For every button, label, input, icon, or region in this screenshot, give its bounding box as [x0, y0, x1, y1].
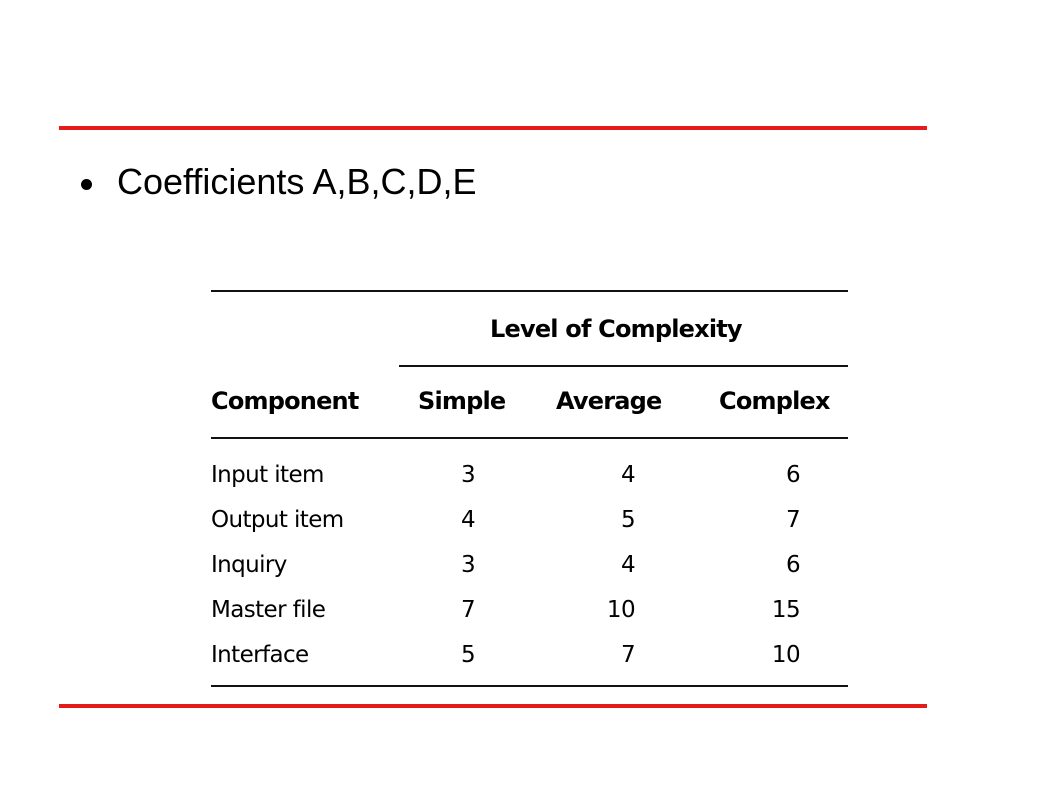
table-bottom-rule: [211, 685, 848, 687]
row-5-component: Interface: [211, 642, 309, 668]
group-header-level-of-complexity: Level of Complexity: [490, 315, 742, 343]
row-1-component: Input item: [211, 462, 324, 488]
row-4-simple: 7: [460, 597, 475, 623]
row-5-complex: 10: [771, 642, 800, 668]
row-2-component: Output item: [211, 507, 344, 533]
row-4-average: 10: [606, 597, 635, 623]
row-5-average: 7: [620, 642, 635, 668]
group-header-rule: [399, 365, 848, 367]
row-3-component: Inquiry: [211, 552, 287, 578]
row-3-simple: 3: [460, 552, 475, 578]
top-red-rule: [59, 126, 927, 130]
row-2-simple: 4: [460, 507, 475, 533]
row-4-complex: 15: [771, 597, 800, 623]
column-header-complex: Complex: [719, 387, 830, 415]
row-2-average: 5: [620, 507, 635, 533]
row-1-simple: 3: [460, 462, 475, 488]
row-4-component: Master file: [211, 597, 326, 623]
bullet-dot-icon: [81, 179, 92, 190]
bullet-item: [81, 160, 477, 204]
bottom-red-rule: [59, 704, 927, 708]
column-header-component: Component: [211, 387, 359, 415]
table-top-rule: [211, 290, 848, 292]
row-5-simple: 5: [460, 642, 475, 668]
row-3-average: 4: [620, 552, 635, 578]
row-1-average: 4: [620, 462, 635, 488]
row-1-complex: 6: [785, 462, 800, 488]
complexity-table: [211, 290, 848, 688]
row-2-complex: 7: [785, 507, 800, 533]
bullet-text: Coefficients A,B,C,D,E: [117, 161, 477, 202]
column-header-average: Average: [556, 387, 662, 415]
row-3-complex: 6: [785, 552, 800, 578]
header-bottom-rule: [211, 437, 848, 439]
column-header-simple: Simple: [418, 387, 506, 415]
